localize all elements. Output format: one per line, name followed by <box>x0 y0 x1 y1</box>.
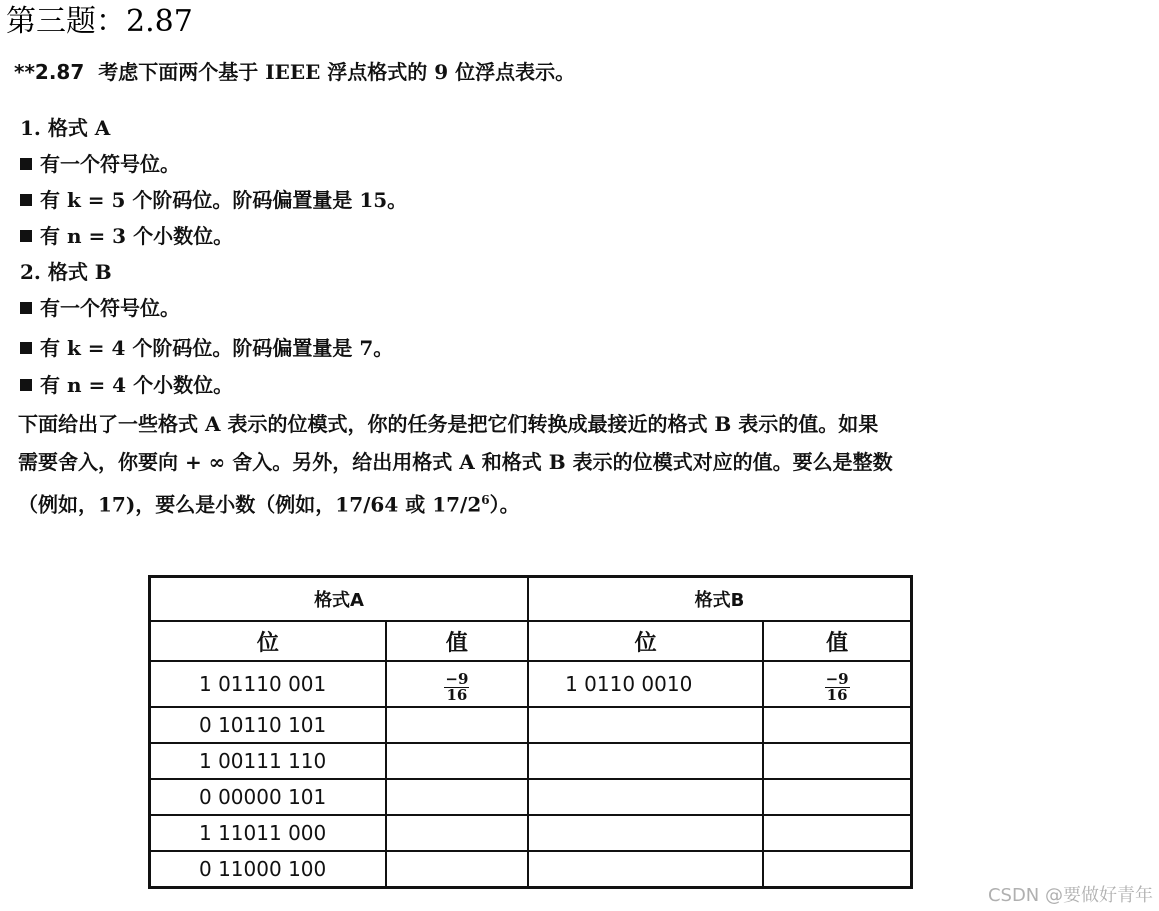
fraction <box>444 672 469 703</box>
a-bits-cell: 0 10110 101 <box>150 707 386 743</box>
format-a-item <box>20 149 180 179</box>
paragraph-line <box>18 481 1108 524</box>
numerator: −9 <box>445 670 469 688</box>
page-title: 第三题：2.87 <box>6 4 193 39</box>
b-bits-cell <box>528 707 763 743</box>
format-b-item <box>20 333 393 363</box>
a-value-cell <box>386 779 528 815</box>
format-a-title: 1. 格式 A <box>20 116 111 140</box>
bullet-icon <box>20 342 32 354</box>
fraction <box>825 672 850 703</box>
denominator: 16 <box>826 686 848 704</box>
header-format-b: 格式B <box>528 577 911 622</box>
b-value-cell <box>763 707 911 743</box>
table-row <box>150 707 912 743</box>
format-b-item-text: 有 n = 4 个小数位。 <box>40 373 234 397</box>
format-a-item-text: 有一个符号位。 <box>40 152 180 176</box>
a-bits-cell: 0 00000 101 <box>150 779 386 815</box>
format-a-item <box>20 185 407 215</box>
bullet-icon <box>20 302 32 314</box>
paragraph-line-text: ）。 <box>489 492 520 517</box>
b-value-cell <box>763 661 911 707</box>
problem-text: 考虑下面两个基于 IEEE 浮点格式的 9 位浮点表示。 <box>98 60 576 84</box>
format-b-item <box>20 293 180 323</box>
table-row <box>150 743 912 779</box>
problem-statement <box>14 56 575 88</box>
bullet-icon <box>20 230 32 242</box>
a-bits-cell: 1 01110 001 <box>150 661 386 707</box>
table-row <box>150 815 912 851</box>
paragraph-line: 需要舍入，你要向 + ∞ 舍入。另外，给出用格式 A 和格式 B 表示的位模式对应的值。要么是整数 <box>18 450 893 474</box>
format-b-item <box>20 370 233 400</box>
conversion-table <box>148 575 913 889</box>
a-value-cell <box>386 815 528 851</box>
format-a-item-text: 有 n = 3 个小数位。 <box>40 224 234 248</box>
task-paragraph <box>18 405 1108 524</box>
paragraph-line: 下面给出了一些格式 A 表示的位模式，你的任务是把它们转换成最接近的格式 B 表示的值。如果 <box>18 412 879 436</box>
a-bits-cell: 1 00111 110 <box>150 743 386 779</box>
header-format-a: 格式A <box>150 577 529 622</box>
format-b-title: 2. 格式 B <box>20 260 112 284</box>
table-row <box>150 851 912 888</box>
a-value-cell <box>386 743 528 779</box>
format-a-item-text: 有 k = 5 个阶码位。阶码偏置量是 15。 <box>40 188 408 212</box>
header-a-value: 值 <box>386 621 528 661</box>
b-value-cell <box>763 779 911 815</box>
b-bits-cell <box>528 743 763 779</box>
numerator: −9 <box>825 670 849 688</box>
a-bits-cell: 0 11000 100 <box>150 851 386 888</box>
a-value-cell <box>386 851 528 888</box>
b-value-cell <box>763 851 911 888</box>
watermark: CSDN @要做好青年 <box>987 885 1153 906</box>
denominator: 16 <box>446 686 468 704</box>
header-b-value: 值 <box>763 621 911 661</box>
a-value-cell <box>386 661 528 707</box>
b-value-cell <box>763 743 911 779</box>
b-bits-cell: 1 0110 0010 <box>528 661 763 707</box>
a-bits-cell: 1 11011 000 <box>150 815 386 851</box>
b-value-cell <box>763 815 911 851</box>
table-row <box>150 661 912 707</box>
format-a-item <box>20 221 233 251</box>
header-b-bits: 位 <box>528 621 763 661</box>
table-row <box>150 779 912 815</box>
b-bits-cell <box>528 815 763 851</box>
superscript: 6 <box>481 493 490 507</box>
bullet-icon <box>20 379 32 391</box>
problem-number: **2.87 <box>14 60 85 84</box>
format-b-item-text: 有 k = 4 个阶码位。阶码偏置量是 7。 <box>40 336 394 360</box>
bullet-icon <box>20 194 32 206</box>
a-value-cell <box>386 707 528 743</box>
format-b-item-text: 有一个符号位。 <box>40 296 180 320</box>
bullet-icon <box>20 158 32 170</box>
header-a-bits: 位 <box>150 621 386 661</box>
paragraph-line-text: （例如，17)，要么是小数（例如，17/64 或 17/2 <box>18 492 482 517</box>
b-bits-cell <box>528 851 763 888</box>
b-bits-cell <box>528 779 763 815</box>
